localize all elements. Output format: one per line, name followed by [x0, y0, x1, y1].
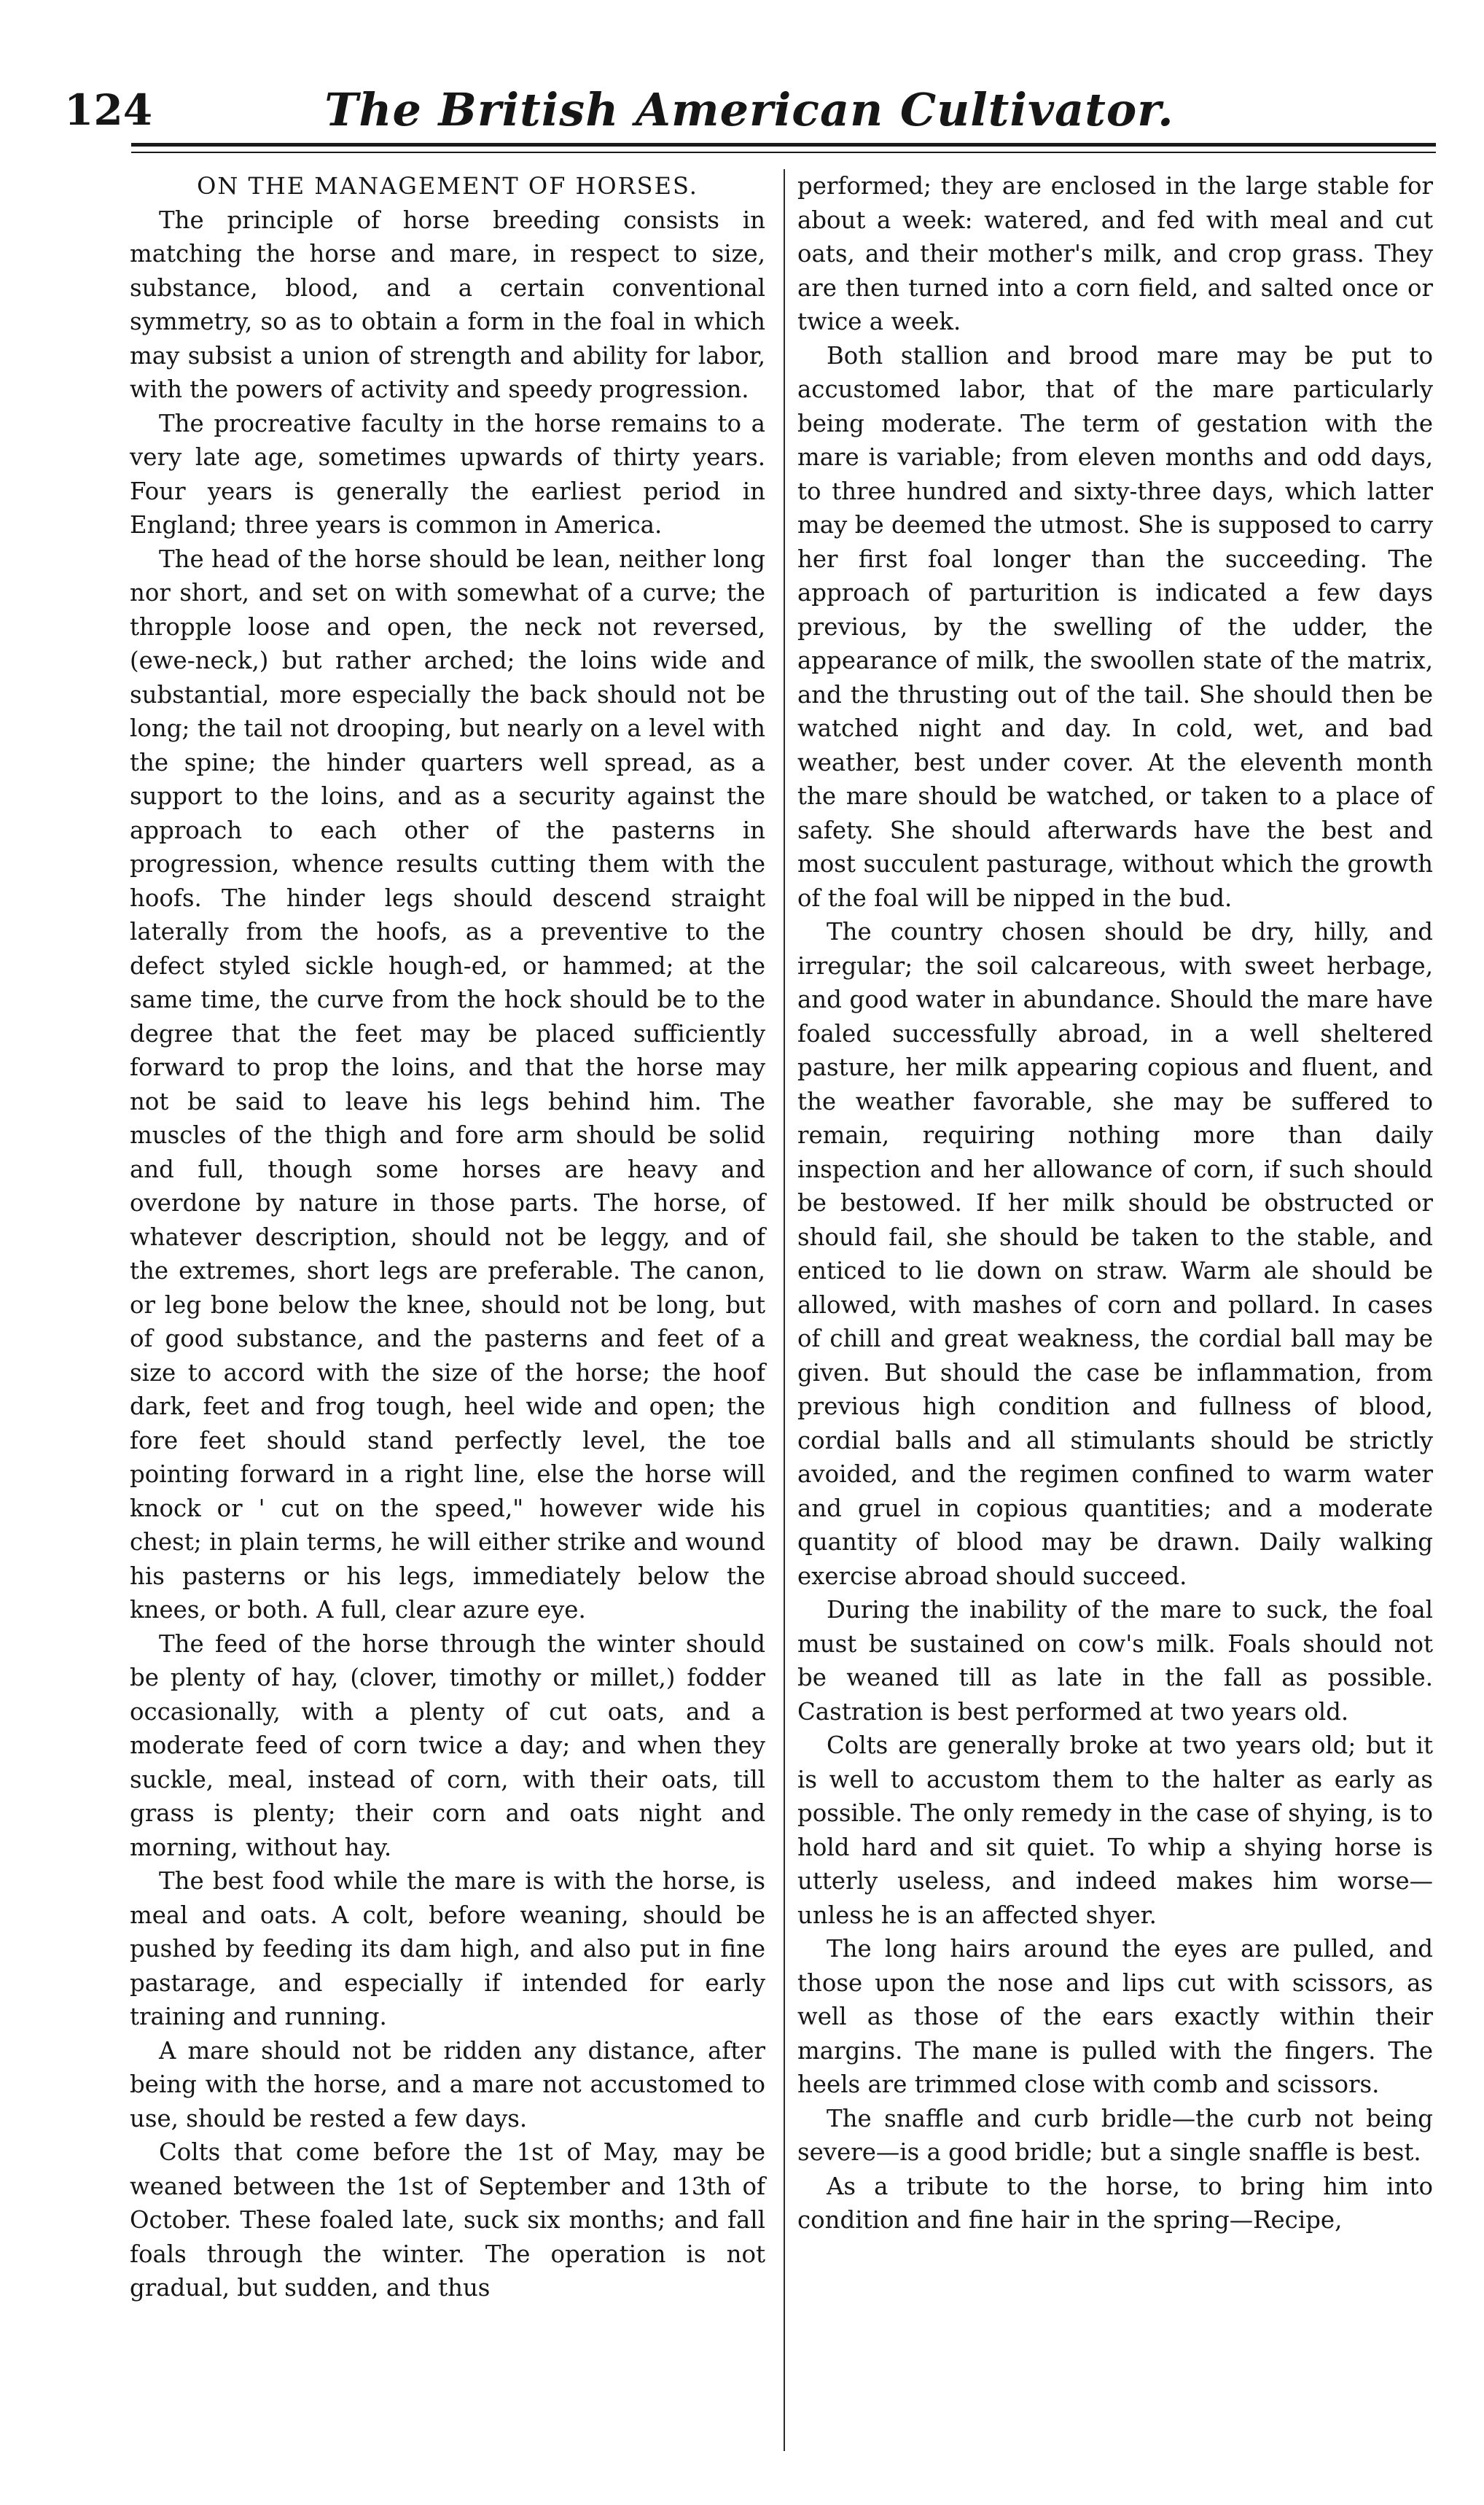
- paragraph: The principle of horse breeding consists in matching the horse and mare, in respect to size, substance, blood, and a certain conventional symmetry, so as to obtain a form in the foal in which may subsist a union of strength and ability for labor, with the powers of activity and speedy progression.: [130, 206, 765, 403]
- paragraph: The best food while the mare is with the horse, is meal and oats. A colt, before weaning, should be pushed by feeding its dam high, and also put in fine pastarage, and especially if intended for early training and running.: [130, 1867, 765, 2030]
- paragraph: The head of the horse should be lean, neither long nor short, and set on with somewhat of a curve; the thropple loose and open, the neck not reversed, (ewe-neck,) but rather arched; the loins wide and substantial, more especially the back should not be long; the tail not drooping, but nearly on a level with the spine; the hinder quarters well spread, as a support to the loins, and as a security against the approach to each other of the pasterns in progression, whence results cutting them with the hoofs. The hinder legs should descend straight laterally from the hoofs, as a preventive to the defect styled sickle hough-ed, or hammed; at the same time, the curve from the hock should be to the degree that the feet may be placed sufficiently forward to prop the loins, and that the horse may not be said to leave his legs behind him. The muscles of the thigh and fore arm should be solid and full, though some horses are heavy and overdone by nature in those parts. The horse, of whatever description, should not be leggy, and of the extremes, short legs are preferable. The canon, or leg bone below the knee, should not be long, but of good substance, and the pasterns and feet of a size to accord with the size of the horse; the hoof dark, feet and frog tough, heel wide and open; the fore feet should stand perfectly level, the toe pointing forward in a right line, else the horse will knock or ' cut on the speed," however wide his chest; in plain terms, he will either strike and wound his pasterns or his legs, immediately below the knees, or both. A full, clear azure eye.: [130, 545, 765, 1624]
- column-divider: [784, 169, 785, 2451]
- paragraph: Both stallion and brood mare may be put to accustomed labor, that of the mare particularly being moderate. The term of gestation with the mare is variable; from eleven months and odd days, to three hundred and sixty-three days, which latter may be deemed the utmost. She is supposed to carry her first foal longer than the succeeding. The approach of parturition is indicated a few days previous, by the swelling of the udder, the appearance of milk, the swoollen state of the matrix, and the thrusting out of the tail. She should then be watched night and day. In cold, wet, and bad weather, best under cover. At the eleventh month the mare should be watched, or taken to a place of safety. She should afterwards have the best and most succulent pasturage, without which the growth of the foal will be nipped in the bud.: [797, 341, 1433, 912]
- paragraph: Colts that come before the 1st of May, may be weaned between the 1st of September and 13th of October. These foaled late, suck six months; and fall foals through the winter. The operation is not gradual, but sudden, and thus: [130, 2138, 765, 2302]
- paragraph: The feed of the horse through the winter should be plenty of hay, (clover, timothy or millet,) fodder occasionally, with a plenty of cut oats, and a moderate feed of corn twice a day; and when they suckle, meal, instead of corn, with their oats, till grass is plenty; their corn and oats night and morning, without hay.: [130, 1629, 765, 1861]
- page-number: 124: [64, 85, 153, 135]
- paragraph: During the inability of the mare to suck, the foal must be sustained on cow's milk. Foals should not be weaned till as late in the fall as possible. Castration is best performed at two years old.: [797, 1596, 1433, 1726]
- paragraph: The long hairs around the eyes are pulled, and those upon the nose and lips cut with scissors, as well as those of the ears exactly within their margins. The mane is pulled with the fingers. The heels are trimmed close with comb and scissors.: [797, 1935, 1433, 2098]
- paragraph: A mare should not be ridden any distance, after being with the horse, and a mare not accustomed to use, should be rested a few days.: [130, 2036, 765, 2132]
- paragraph: The snaffle and curb bridle—the curb not being severe—is a good bridle; but a single snaffle is best.: [797, 2104, 1433, 2166]
- paragraph: The procreative faculty in the horse remains to a very late age, sometimes upwards of thirty years. Four years is generally the earliest period in England; three years is common in America.: [130, 409, 765, 539]
- paragraph: As a tribute to the horse, to bring him into condition and fine hair in the spring—Recipe,: [797, 2172, 1433, 2234]
- header-rule-thick: [131, 143, 1436, 147]
- paragraph: performed; they are enclosed in the large stable for about a week: watered, and fed with meal and cut oats, and their mother's milk, and crop grass. They are then turned into a corn field, and salted once or twice a week.: [797, 172, 1433, 335]
- paragraph: The country chosen should be dry, hilly, and irregular; the soil calcareous, with sweet herbage, and good water in abundance. Should the mare have foaled successfully abroad, in a well sheltered pasture, her milk appearing copious and fluent, and the weather favorable, she may be suffered to remain, requiring nothing more than daily inspection and her allowance of corn, if such should be bestowed. If her milk should be obstructed or should fail, she should be taken to the stable, and enticed to lie down on straw. Warm ale should be allowed, with mashes of corn and pollard. In cases of chill and great weakness, the cordial ball may be given. But should the case be inflammation, from previous high condition and fullness of blood, cordial balls and all stimulants should be strictly avoided, and the regimen confined to warm water and gruel in copious quantities; and a moderate quantity of blood may be drawn. Daily walking exercise abroad should succeed.: [797, 918, 1433, 1590]
- paragraph: Colts are generally broke at two years old; but it is well to accustom them to the halter as early as possible. The only remedy in the case of shying, is to hold hard and sit quiet. To whip a shying horse is utterly useless, and indeed makes him worse—unless he is an affected shyer.: [797, 1731, 1433, 1929]
- running-title: The British American Cultivator.: [324, 83, 1174, 136]
- right-column: [797, 169, 1433, 2237]
- header-rule-thin: [131, 152, 1436, 153]
- left-column: [130, 169, 765, 2305]
- article-title: ON THE MANAGEMENT OF HORSES.: [197, 172, 698, 200]
- page-header: [64, 70, 1434, 150]
